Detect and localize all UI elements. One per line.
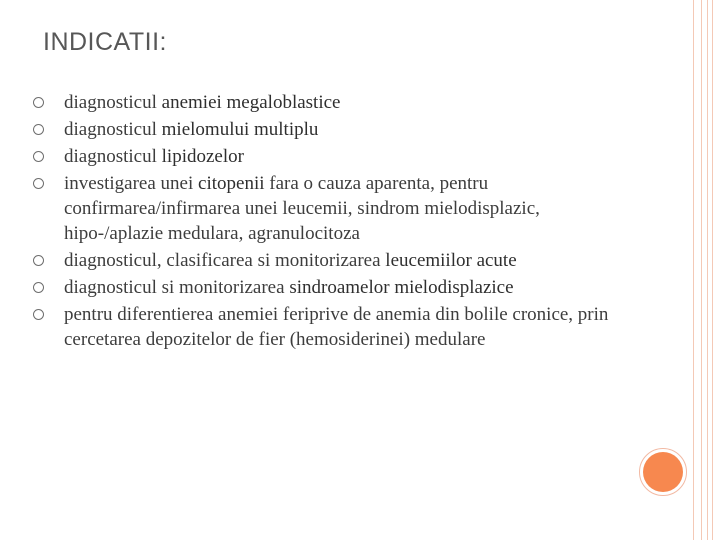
bullet-icon <box>33 255 44 266</box>
slide-title: INDICATII: <box>43 28 167 56</box>
border-line <box>707 0 708 540</box>
item-highlight: citopenii <box>198 173 265 194</box>
border-line <box>712 0 713 540</box>
border-line <box>693 0 694 540</box>
item-highlight: sindroamelor mielodisplazice <box>289 277 514 298</box>
item-text: investigarea unei <box>64 173 199 194</box>
list-item <box>26 248 626 273</box>
item-text: diagnosticul si monitorizarea <box>64 277 290 298</box>
item-text: pentru diferentierea anemiei feriprive de anemia din bolile cronice, prin cercetarea depozitelor de fier (hemosiderinei) medulare <box>64 304 609 350</box>
list-item <box>26 171 626 246</box>
item-text: diagnosticul, clasificarea si monitorizarea <box>64 250 386 271</box>
list-item <box>26 302 626 352</box>
bullet-icon <box>33 97 44 108</box>
border-line <box>701 0 702 540</box>
list-item <box>26 275 626 300</box>
item-text: diagnosticul <box>64 146 162 167</box>
bullet-icon <box>33 124 44 135</box>
list-item <box>26 144 626 169</box>
list-item <box>26 90 626 115</box>
bullet-icon <box>33 309 44 320</box>
item-highlight: leucemiilor acute <box>385 250 517 271</box>
item-highlight: anemiei megaloblastice <box>161 92 341 113</box>
item-text: diagnosticul <box>64 92 162 113</box>
bullet-icon <box>33 178 44 189</box>
list-item <box>26 117 626 142</box>
item-text: diagnosticul <box>64 119 162 140</box>
indications-list <box>26 90 626 354</box>
decorative-circle <box>643 452 683 492</box>
item-highlight: mielomului multiplu <box>161 119 319 140</box>
bullet-icon <box>33 151 44 162</box>
bullet-icon <box>33 282 44 293</box>
item-text-trail: fara o cauza aparenta, pentru confirmarea/infirmarea unei leucemii, sindrom mielodisplazic, hipo-/aplazie medulara, agranulocitoza <box>64 173 540 244</box>
item-highlight: lipidozelor <box>161 146 244 167</box>
